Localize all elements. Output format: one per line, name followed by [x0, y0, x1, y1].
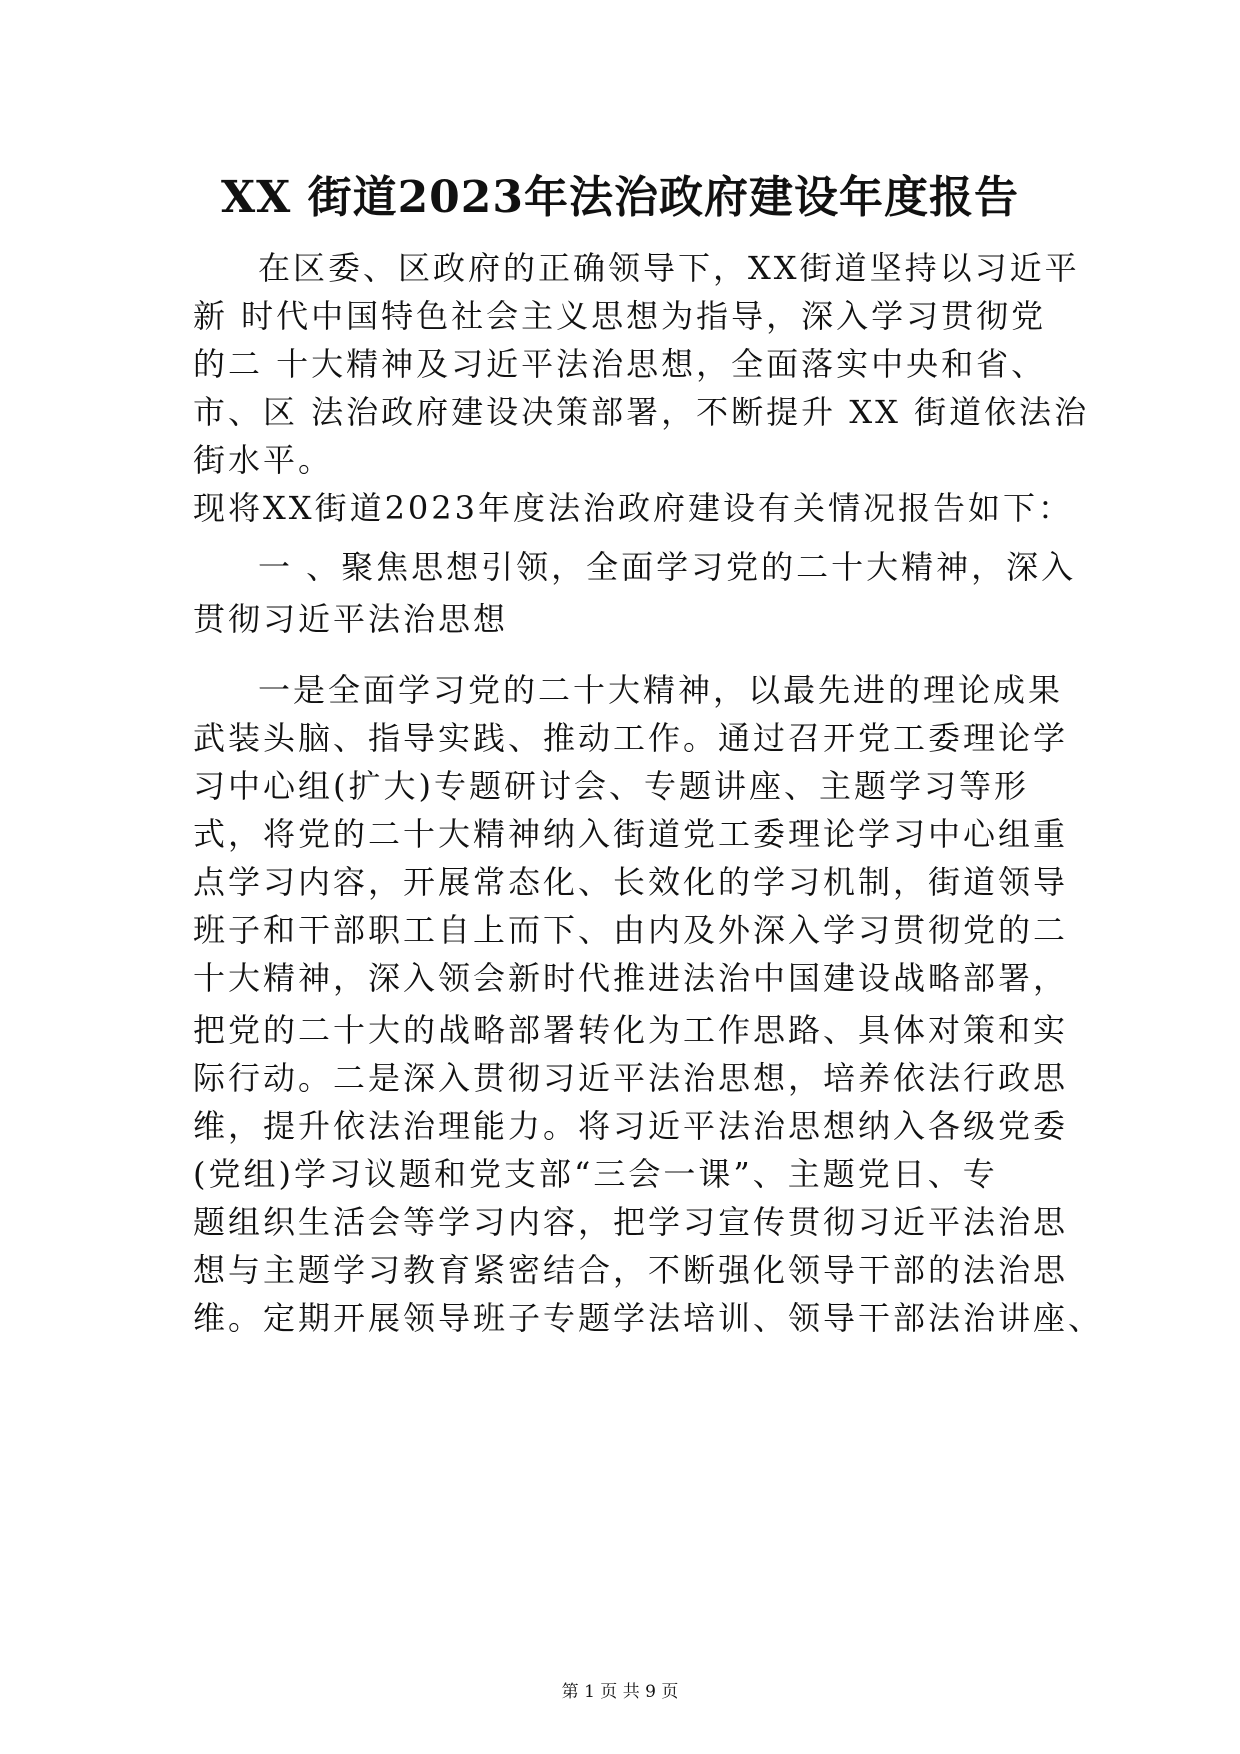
body-line: 题组织生活会等学习内容，把学习宣传贯彻习近平法治思	[193, 1203, 1069, 1241]
body-line: 新 时代中国特色社会主义思想为指导，深入学习贯彻党	[193, 297, 1047, 335]
body-line: 现将XX街道2023年度法治政府建设有关情况报告如下：	[193, 489, 1074, 527]
body-line: 维，提升依法治理能力。将习近平法治思想纳入各级党委	[193, 1107, 1069, 1145]
body-line: 式，将党的二十大精神纳入街道党工委理论学习中心组重	[193, 815, 1069, 853]
page-number-footer: 第 1 页 共 9 页	[561, 1682, 679, 1702]
body-line: 市、区 法治政府建设决策部署，不断提升 XX 街道依法治	[193, 393, 1090, 431]
body-line: 点学习内容，开展常态化、长效化的学习机制，街道领导	[193, 863, 1069, 901]
body-line: 维。定期开展领导班子专题学法培训、领导干部法治讲座、	[193, 1299, 1104, 1337]
document-title: XX 街道2023年法治政府建设年度报告	[220, 172, 1020, 223]
body-line: 武装头脑、指导实践、推动工作。通过召开党工委理论学	[193, 719, 1069, 757]
body-line: 街水平。	[193, 441, 334, 479]
body-line: 的二 十大精神及习近平法治思想，全面落实中央和省、	[193, 345, 1047, 383]
body-line: (党组)学习议题和党支部“三会一课”、主题党日、专	[193, 1155, 998, 1193]
body-line: 班子和干部职工自上而下、由内及外深入学习贯彻党的二	[193, 911, 1069, 949]
section-heading-line: 贯彻习近平法治思想	[193, 600, 509, 638]
body-line: 一是全面学习党的二十大精神，以最先进的理论成果	[258, 671, 1064, 709]
section-heading-line: 一 、聚焦思想引领，全面学习党的二十大精神，深入	[258, 548, 1077, 586]
body-line: 在区委、区政府的正确领导下，XX街道坚持以习近平	[258, 249, 1080, 287]
body-line: 想与主题学习教育紧密结合，不断强化领导干部的法治思	[193, 1251, 1069, 1289]
body-line: 习中心组(扩大)专题研讨会、专题讲座、主题学习等形	[193, 767, 1029, 805]
body-line: 十大精神，深入领会新时代推进法治中国建设战略部署，	[193, 959, 1069, 997]
body-line: 把党的二十大的战略部署转化为工作思路、具体对策和实	[193, 1011, 1069, 1049]
body-line: 际行动。二是深入贯彻习近平法治思想，培养依法行政思	[193, 1059, 1069, 1097]
